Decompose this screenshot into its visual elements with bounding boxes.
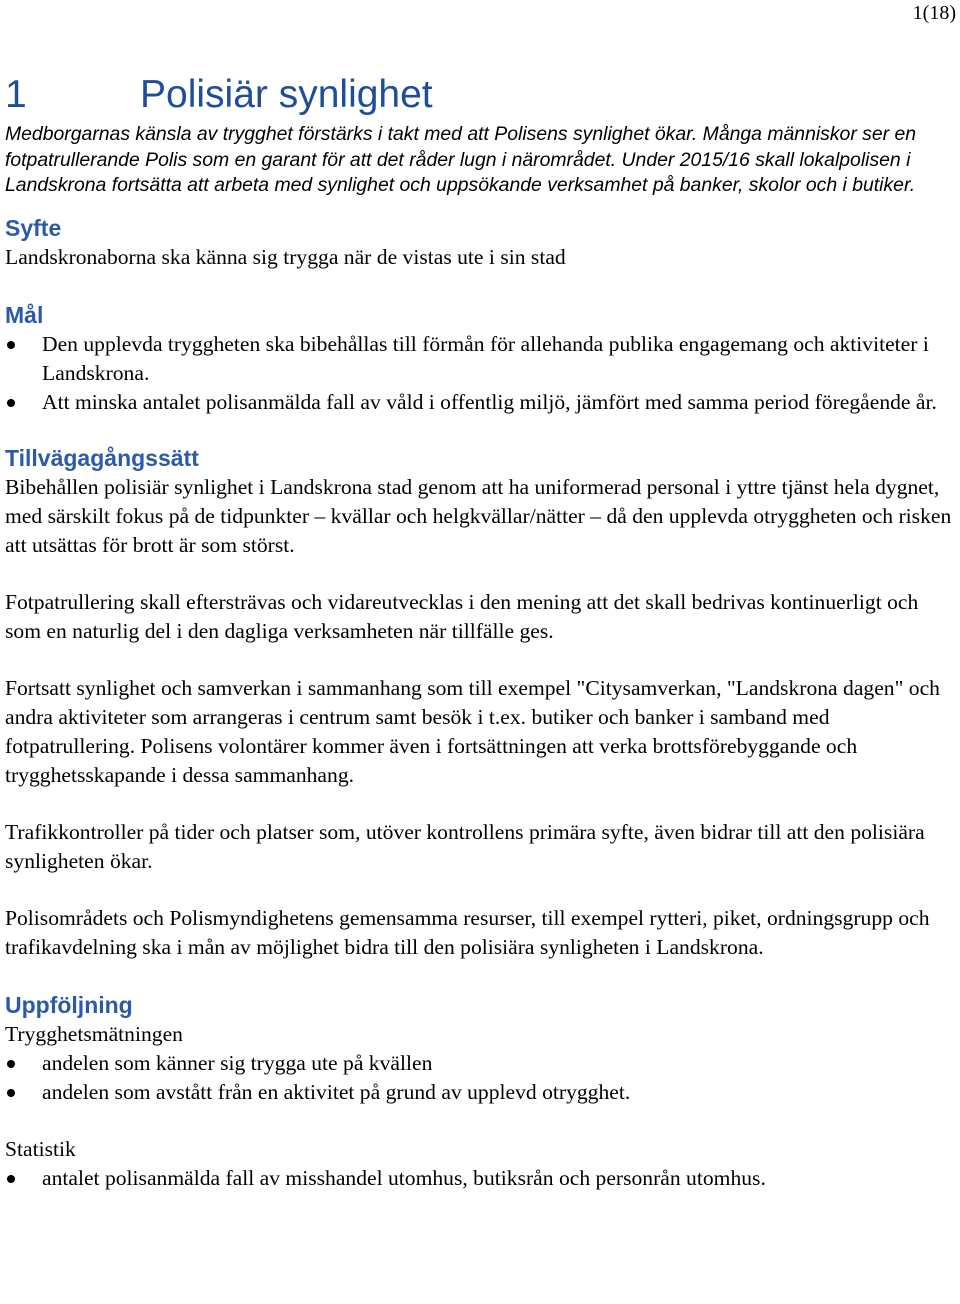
- paragraph: Trafikkontroller på tider och platser som, utöver kontrollens primära syfte, även bidrar till att den polisiära synligheten ökar.: [5, 819, 925, 873]
- paragraph: Bibehållen polisiär synlighet i Landskrona stad genom att ha uniformerad personal i yttre tjänst hela dygnet, med särskilt fokus på de tidpunkter – kvällar och helgkvällar/nätter – då den upplevda otryggheten och risken att utsättas för brott är som störst.: [5, 474, 952, 557]
- paragraph: Fotpatrullering skall eftersträvas och vidareutvecklas i den mening att det skall bedrivas kontinuerligt och som en naturlig del i den dagliga verksamheten när tillfälle ges.: [5, 589, 919, 643]
- list-item: antalet polisanmälda fall av misshandel utomhus, butiksrån och personrån utomhus.: [5, 1164, 957, 1193]
- intro-paragraph: Medborgarnas känsla av trygghet förstärks i takt med att Polisens synlighet ökar. Många människor ser en fotpatrullerande Polis som en garant för att det råder lugn i närområdet. Under 2015/16 skall lokalpolisen i Landskrona fortsätta att arbeta med synlighet och uppsökande verksamhet på banker, skolor och i butiker.: [5, 123, 917, 196]
- mal-heading: Mål: [5, 301, 44, 328]
- uppfoljning-heading: Uppföljning: [5, 991, 133, 1018]
- mal-list: [5, 330, 957, 417]
- tillvagagangssatt-heading: Tillvägagångssätt: [5, 444, 199, 471]
- section-number: 1: [5, 73, 27, 116]
- uppfoljning-subtitle: Trygghetsmätningen: [5, 1021, 183, 1046]
- page-title: [5, 70, 957, 120]
- list-item: Den upplevda tryggheten ska bibehållas till förmån för allehanda publika engagemang och aktiviteter i Landskrona.: [5, 330, 957, 388]
- statistik-list: [5, 1164, 957, 1193]
- paragraph: Fortsatt synlighet och samverkan i sammanhang som till exempel "Citysamverkan, "Landskrona dagen" och andra aktiviteter som arrangeras i centrum samt besök i t.ex. butiker och banker i samband med fotpatrullering. Polisens volontärer kommer även i fortsättningen att verka brottsförebyggande och trygghetsskapande i dessa sammanhang.: [5, 675, 940, 787]
- list-item: andelen som avstått från en aktivitet på grund av upplevd otrygghet.: [5, 1078, 957, 1107]
- document-body: [5, 70, 957, 1193]
- syfte-text: Landskronaborna ska känna sig trygga när de vistas ute i sin stad: [5, 244, 566, 269]
- section-title: Polisiär synlighet: [140, 73, 433, 116]
- list-item: andelen som känner sig trygga ute på kvällen: [5, 1049, 957, 1078]
- syfte-heading: Syfte: [5, 214, 62, 241]
- list-item: Att minska antalet polisanmälda fall av våld i offentlig miljö, jämfört med samma period föregående år.: [5, 388, 957, 417]
- page-number: 1(18): [912, 2, 956, 24]
- statistik-label: Statistik: [5, 1136, 76, 1161]
- paragraph: Polisområdets och Polismyndighetens gemensamma resurser, till exempel rytteri, piket, ordningsgrupp och trafikavdelning ska i mån av möjlighet bidra till den polisiära synligheten i Landskrona.: [5, 905, 930, 959]
- uppfoljning-list: [5, 1049, 957, 1107]
